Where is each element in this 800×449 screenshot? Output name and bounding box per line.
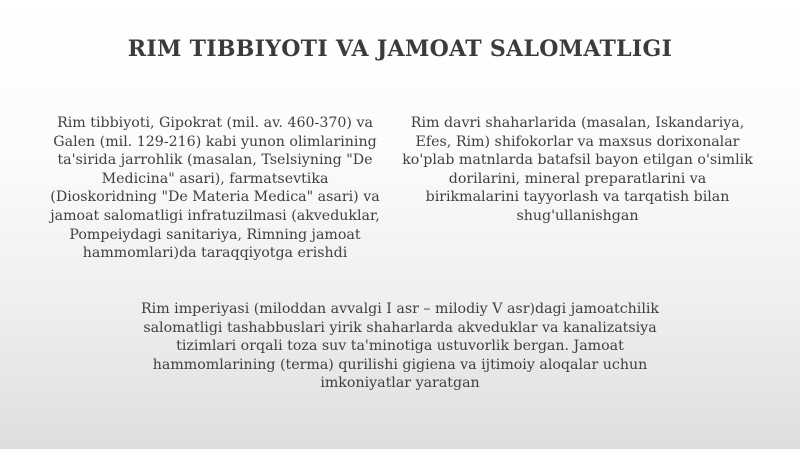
paragraph-bottom: Rim imperiyasi (miloddan avvalgi I asr – milodiy V asr)dagi jamoatchilik salomatligi tashabbuslari yirik shaharlarda akveduklar va kanalizatsiya tizimlari orqali toza suv ta'minotiga ustuvorlik bergan. Jamoat hammomlarining (terma) qurilishi gigiena va ijtimoiy aloqalar uchun imkoniyatlar yaratgan bbox=[140, 301, 659, 392]
slide-title: RIM TIBBIYOTI VA JAMOAT SALOMATLIGI bbox=[127, 36, 673, 62]
paragraph-right: Rim davri shaharlarida (masalan, Iskandariya, Efes, Rim) shifokorlar va maxsus dorixonalar ko'plab matnlarda batafsil bayon etilgan o'simlik dorilarini, mineral preparatlarini va birikmalarini tayyorlash va tarqatish bilan shug'ullanishgan bbox=[402, 115, 753, 224]
paragraph-left: Rim tibbiyoti, Gipokrat (mil. av. 460-370) va Galen (mil. 129-216) kabi yunon olimlarining ta'sirida jarrohlik (masalan, Tselsiyning "De Medicina" asari), farmatsevtika (Dioskoridning "De Materia Medica" asari) va jamoat salomatligi infratuzilmasi (akveduklar, Pompeiydagi sanitariya, Rimning jamoat hammomlari)da taraqqiyotga erishdi bbox=[50, 115, 380, 262]
